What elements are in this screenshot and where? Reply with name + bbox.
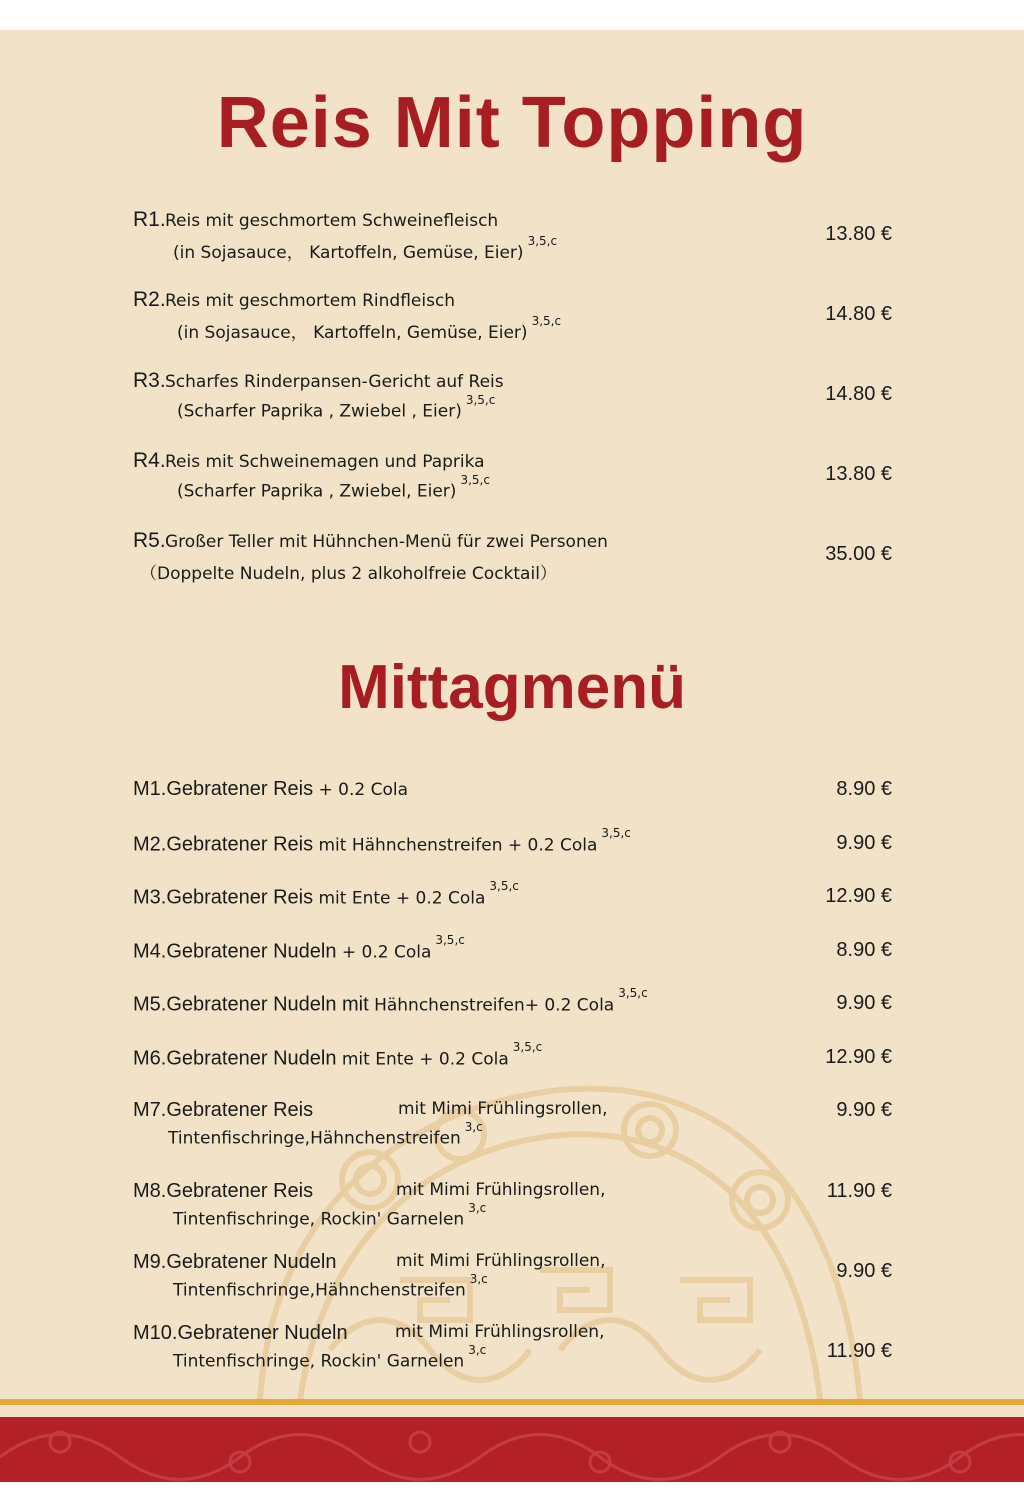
item-sub: Tintenfischringe,Hähnchenstreifen$^{3,c}$ [168, 1120, 483, 1149]
allergen-codes: 3,c [469, 1272, 488, 1286]
allergen-codes: 3,5,c [527, 234, 558, 249]
allergen-codes: 3,c [468, 1343, 487, 1357]
item-price: 12.90 € [825, 885, 892, 907]
gold-divider [0, 1399, 1024, 1405]
allergen-codes: 3,c [464, 1120, 483, 1134]
item-price: 9.90 € [836, 992, 892, 1014]
decorative-footer-band [0, 1417, 1024, 1482]
item-extra: mit Hähnchenstreifen + 0.2 Cola [313, 835, 598, 856]
item-name: Gebratener Nudeln [177, 1322, 348, 1344]
item-sub: (in Sojasauce， Kartoffeln, Gemüse, Eier)$^{3,5,c}$ [173, 234, 558, 263]
item-code: M9. [133, 1251, 167, 1273]
allergen-codes: 3,5,c [531, 314, 562, 329]
item-price: 9.90 € [836, 1260, 892, 1282]
allergen-codes: 3,5,c [601, 826, 631, 840]
item-price: 12.90 € [825, 1046, 892, 1068]
item-name: Gebratener Reis [166, 833, 314, 856]
item-price: 9.90 € [836, 832, 892, 854]
item-sub: （Doppelte Nudeln, plus 2 alkoholfreie Cocktail） [140, 564, 557, 584]
item-name: Gebratener Nudeln mit [166, 993, 369, 1016]
item-extra: mit Ente + 0.2 Cola [313, 888, 486, 909]
item-sub: Tintenfischringe,Hähnchenstreifen$^{3,c}$ [173, 1272, 488, 1301]
item-price: 13.80 € [825, 463, 892, 485]
item-name: Gebratener Reis [166, 1099, 314, 1121]
footer-pattern [0, 1417, 1024, 1482]
allergen-codes: 3,5,c [460, 473, 490, 487]
item-name: Scharfes Rinderpansen-Gericht auf Reis [165, 372, 504, 392]
item-code: R2. [133, 288, 166, 311]
item-price: 9.90 € [836, 1099, 892, 1121]
item-price: 11.90 € [826, 1340, 892, 1362]
item-code: M4. [133, 940, 167, 963]
item-sub: (in Sojasauce， Kartoffeln, Gemüse, Eier)$^{3,5,c}$ [177, 314, 562, 343]
allergen-codes: 3,5,c [618, 986, 648, 1000]
item-price: 13.80 € [825, 223, 892, 245]
item-name: Gebratener Reis [166, 886, 314, 909]
item-name: Gebratener Reis [166, 778, 314, 800]
item-name: Reis mit Schweinemagen und Paprika [165, 452, 485, 472]
item-name: Reis mit geschmortem Rindfleisch [165, 291, 456, 311]
allergen-codes: 3,5,c [435, 933, 465, 947]
item-name: Großer Teller mit Hühnchen-Menü für zwei Personen [165, 532, 608, 552]
item-extra: mit Ente + 0.2 Cola [336, 1049, 509, 1070]
allergen-codes: 3,5,c [489, 879, 519, 893]
item-price: 8.90 € [836, 778, 892, 800]
item-extra: mit Mimi Frühlingsrollen, [398, 1099, 608, 1119]
item-code: R3. [133, 369, 166, 392]
allergen-codes: 3,5,c [465, 393, 496, 407]
item-extra: Hähnchenstreifen+ 0.2 Cola [368, 995, 615, 1016]
item-extra: mit Mimi Frühlingsrollen, [395, 1322, 605, 1342]
item-sub: Tintenfischringe, Rockin' Garnelen$^{3,c}$ [173, 1343, 487, 1372]
item-code: M3. [133, 886, 167, 909]
item-code: R4. [133, 449, 166, 472]
item-code: M1. [133, 778, 167, 800]
item-name: Reis mit geschmortem Schweinefleisch [165, 211, 499, 231]
item-price: 35.00 € [825, 543, 892, 565]
item-name: Gebratener Nudeln [166, 1047, 337, 1070]
allergen-codes: 3,c [468, 1201, 487, 1215]
section-title-mittag: Mittagmenü [338, 653, 686, 722]
item-price: 11.90 € [826, 1180, 892, 1202]
item-name: Gebratener Nudeln [166, 940, 337, 963]
item-sub: Tintenfischringe, Rockin' Garnelen$^{3,c}$ [173, 1201, 487, 1230]
item-name: Gebratener Nudeln [166, 1251, 337, 1273]
item-code: M5. [133, 993, 167, 1016]
item-code: M6. [133, 1047, 167, 1070]
item-name: Gebratener Reis [166, 1180, 314, 1202]
item-code: R1. [133, 208, 166, 231]
item-sub: (Scharfer Paprika , Zwiebel , Eier)$^{3,5,c}$ [177, 393, 496, 422]
item-code: M10. [133, 1322, 178, 1344]
item-code: M7. [133, 1099, 167, 1121]
item-code: R5. [133, 529, 166, 552]
item-sub: (Scharfer Paprika , Zwiebel, Eier)$^{3,5,c}$ [177, 473, 490, 502]
item-code: M8. [133, 1180, 167, 1202]
item-extra: mit Mimi Frühlingsrollen, [396, 1180, 606, 1200]
menu-page [0, 30, 1024, 1482]
item-price: 14.80 € [825, 303, 892, 325]
allergen-codes: 3,5,c [512, 1040, 543, 1054]
item-extra: + 0.2 Cola [313, 780, 408, 800]
item-extra: mit Mimi Frühlingsrollen, [396, 1251, 606, 1271]
item-price: 14.80 € [825, 383, 892, 405]
item-extra: + 0.2 Cola [336, 942, 432, 963]
item-code: M2. [133, 833, 167, 856]
item-price: 8.90 € [836, 939, 892, 961]
section-title-reis: Reis Mit Topping [216, 83, 808, 163]
